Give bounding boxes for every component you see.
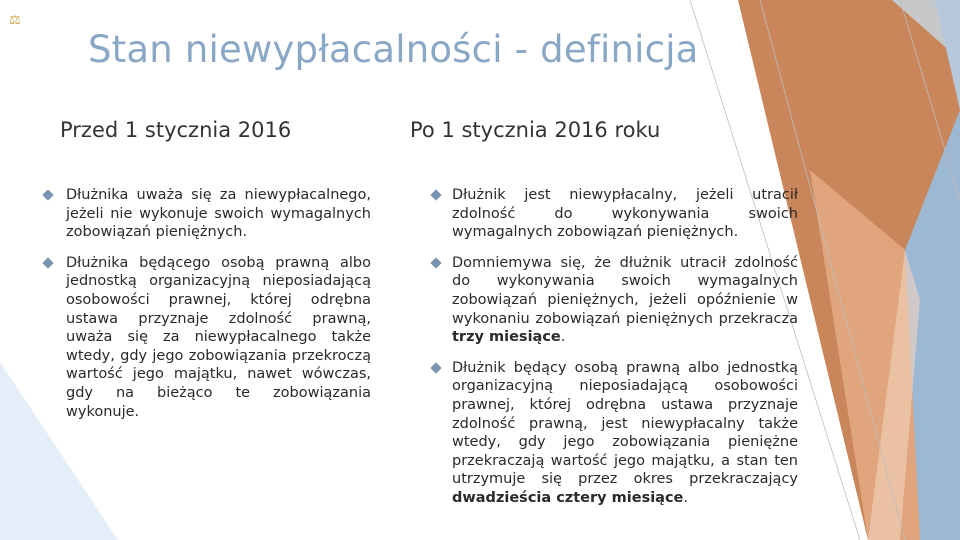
diamond-bullet-icon	[430, 257, 441, 268]
diamond-bullet-icon	[430, 189, 441, 200]
right-column-heading: Po 1 stycznia 2016 roku	[410, 118, 661, 142]
list-item	[44, 186, 371, 242]
diamond-bullet-icon	[42, 257, 53, 268]
slide-title: Stan niewypłacalności - definicja	[88, 28, 699, 71]
list-item	[432, 359, 798, 508]
left-column-heading: Przed 1 stycznia 2016	[60, 118, 292, 142]
diamond-bullet-icon	[430, 362, 441, 373]
left-column-list	[44, 186, 371, 433]
list-item	[44, 254, 371, 421]
diamond-bullet-icon	[42, 189, 53, 200]
item-text-bold: trzy miesiące	[452, 329, 561, 346]
right-column-list	[432, 186, 798, 520]
logo-icon: ⚖	[9, 13, 21, 28]
item-text: Dłużnik będący osobą prawną albo jednostką organizacyjną nieposiadającą osobowości prawnej, której odrębna ustawa przyznaje zdolność prawną, jest niewypłacalny także wtedy, gdy jego zobowiązania pieniężne przekraczają wartość jego majątku, a stan ten utrzymuje się przez okres przekraczający	[452, 359, 798, 488]
item-text-end: .	[683, 489, 689, 506]
item-text: Domniemywa się, że dłużnik utracił zdolność do wykonywania swoich wymagalnych zobowiązań pieniężnych, jeżeli opóźnienie w wykonaniu zobowiązań pieniężnych przekracza	[452, 254, 798, 327]
item-text-bold: dwadzieścia cztery miesiące	[452, 489, 684, 506]
item-text: Dłużnika będącego osobą prawną albo jednostką organizacyjną nieposiadającą osobowości prawnej, której odrębna ustawa przyznaje zdolność prawną, uważa się za niewypłacalnego także wtedy, gdy jego zobowiązania przekroczą wartość jego majątku, nawet wówczas, gdy na bieżąco te zobowiązania wykonuje.	[66, 254, 371, 420]
list-item	[432, 186, 798, 242]
list-item	[432, 254, 798, 347]
item-text-end: .	[560, 329, 566, 346]
item-text: Dłużnika uważa się za niewypłacalnego, jeżeli nie wykonuje swoich wymagalnych zobowiązań pieniężnych.	[66, 187, 371, 241]
item-text: Dłużnik jest niewypłacalny, jeżeli utracił zdolność do wykonywania swoich wymagalnych zobowiązań pieniężnych.	[452, 187, 798, 241]
